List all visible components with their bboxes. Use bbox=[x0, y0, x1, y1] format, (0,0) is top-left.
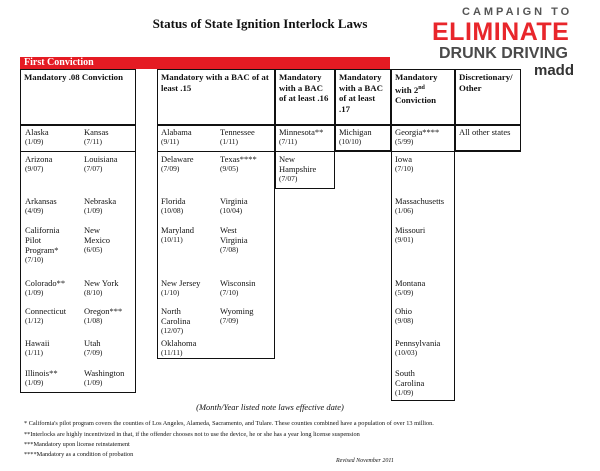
state-name: Virginia bbox=[220, 196, 248, 206]
logo-line-1: CAMPAIGN TO bbox=[462, 6, 573, 18]
logo-line-4: madd bbox=[534, 62, 575, 79]
state-name: Texas**** bbox=[220, 154, 257, 164]
state-name: Utah bbox=[84, 338, 101, 348]
state-name: North Carolina bbox=[161, 306, 191, 326]
state-name: Illinois** bbox=[25, 368, 58, 378]
column-header-label: Mandatory with a BAC of at least .16 bbox=[279, 72, 329, 103]
effective-date: (9/01) bbox=[395, 235, 414, 244]
state-entry bbox=[395, 368, 435, 398]
state-name: Arkansas bbox=[25, 196, 57, 206]
state-name: Massachusetts bbox=[395, 196, 445, 206]
column-header-bac-15 bbox=[157, 69, 275, 125]
state-entry bbox=[220, 225, 260, 255]
state-entry bbox=[84, 127, 134, 147]
column-header-label-post: Conviction bbox=[395, 94, 437, 105]
state-entry bbox=[220, 196, 274, 216]
state-entry bbox=[339, 127, 389, 147]
first-conviction-header: First Conviction bbox=[20, 57, 390, 69]
effective-date: (7/10) bbox=[395, 164, 414, 173]
state-name: Maryland bbox=[161, 225, 195, 235]
state-name: Michigan bbox=[339, 127, 372, 137]
state-entry bbox=[395, 225, 453, 245]
state-entry bbox=[84, 196, 134, 216]
state-name: Arizona bbox=[25, 154, 53, 164]
effective-date: (1/09) bbox=[25, 288, 44, 297]
effective-date: (7/07) bbox=[279, 174, 298, 183]
effective-date: (1/11) bbox=[220, 137, 239, 146]
state-name: Florida bbox=[161, 196, 186, 206]
effective-date: (7/11) bbox=[84, 137, 103, 146]
effective-date: (10/03) bbox=[395, 348, 418, 357]
state-name: Wyoming bbox=[220, 306, 254, 316]
state-name: Washington bbox=[84, 368, 125, 378]
state-entry bbox=[25, 196, 81, 216]
effective-date: (7/08) bbox=[220, 245, 239, 254]
column-header-discretionary bbox=[455, 69, 521, 125]
effective-date: (1/08) bbox=[84, 316, 103, 325]
state-entry bbox=[25, 225, 71, 265]
state-entry bbox=[395, 154, 453, 174]
effective-date: (7/11) bbox=[279, 137, 298, 146]
state-name: West Virginia bbox=[220, 225, 248, 245]
state-name: New Jersey bbox=[161, 278, 201, 288]
page-title: Status of State Ignition Interlock Laws bbox=[152, 16, 368, 31]
footnote: * California's pilot program covers the counties of Los Angeles, Alameda, Sacramento, and Tulare. These counties combined have a population of over 13 million. bbox=[24, 420, 434, 427]
state-name: Louisiana bbox=[84, 154, 118, 164]
state-entry bbox=[25, 154, 81, 174]
state-name: Kansas bbox=[84, 127, 109, 137]
state-entry bbox=[220, 278, 274, 298]
effective-date: (8/10) bbox=[84, 288, 103, 297]
effective-date: (9/11) bbox=[161, 137, 180, 146]
state-name: Alabama bbox=[161, 127, 192, 137]
state-entry bbox=[395, 278, 453, 298]
state-entry bbox=[161, 196, 217, 216]
state-entry bbox=[84, 278, 134, 298]
state-entry bbox=[161, 338, 217, 358]
effective-date: (1/09) bbox=[84, 378, 103, 387]
state-name: Nebraska bbox=[84, 196, 117, 206]
effective-date: (7/09) bbox=[161, 164, 180, 173]
state-entry bbox=[25, 368, 81, 388]
effective-date: (1/09) bbox=[84, 206, 103, 215]
state-entry bbox=[220, 127, 274, 147]
footnote: ***Mandatory upon license reinstatement bbox=[24, 441, 130, 448]
effective-date: (7/09) bbox=[84, 348, 103, 357]
effective-date: (6/05) bbox=[84, 245, 103, 254]
effective-date: (9/08) bbox=[395, 316, 414, 325]
state-entry bbox=[25, 306, 81, 326]
state-entry bbox=[161, 127, 217, 147]
state-entry bbox=[395, 306, 453, 326]
effective-date: (5/09) bbox=[395, 288, 414, 297]
state-entry bbox=[395, 127, 453, 147]
state-entry bbox=[84, 225, 124, 255]
effective-date: (1/09) bbox=[395, 388, 414, 397]
column-header-label-sup: nd bbox=[418, 84, 425, 91]
state-name: Hawaii bbox=[25, 338, 50, 348]
effective-date: (10/08) bbox=[161, 206, 184, 215]
state-entry bbox=[161, 278, 217, 298]
effective-date: (7/10) bbox=[25, 255, 44, 264]
effective-date: (7/10) bbox=[220, 288, 239, 297]
state-name: Pennsylvania bbox=[395, 338, 441, 348]
state-name: Connecticut bbox=[25, 306, 67, 316]
state-name: Tennessee bbox=[220, 127, 255, 137]
logo-line-2: ELIMINATE bbox=[432, 18, 570, 46]
state-entry bbox=[161, 306, 201, 336]
column-header-label: Mandatory with a BAC of at least .15 bbox=[161, 72, 269, 93]
state-entry bbox=[220, 306, 274, 326]
state-entry bbox=[459, 127, 521, 137]
column-header-bac-17 bbox=[335, 69, 391, 125]
column-header-second-conviction bbox=[391, 69, 455, 125]
divider-line bbox=[391, 151, 521, 152]
state-entry bbox=[84, 306, 136, 326]
state-entry bbox=[279, 154, 333, 184]
column-header-bac-16 bbox=[275, 69, 335, 125]
state-name: All other states bbox=[459, 127, 511, 137]
column-header-label: Discretionary/ Other bbox=[459, 72, 513, 93]
state-name: Delaware bbox=[161, 154, 194, 164]
footnote: ****Mandatory as a condition of probation bbox=[24, 451, 134, 458]
effective-date: (7/09) bbox=[220, 316, 239, 325]
state-name: New York bbox=[84, 278, 119, 288]
state-name: New Mexico bbox=[84, 225, 110, 245]
state-name: Georgia**** bbox=[395, 127, 440, 137]
effective-date: (1/09) bbox=[25, 378, 44, 387]
effective-date: (4/09) bbox=[25, 206, 44, 215]
state-name: California Pilot Program* bbox=[25, 225, 60, 255]
column-header-label-pre: Mandatory with 2 bbox=[395, 72, 438, 95]
state-name: Alaska bbox=[25, 127, 49, 137]
state-entry bbox=[25, 338, 81, 358]
effective-date: (1/10) bbox=[161, 288, 180, 297]
effective-date: (1/11) bbox=[25, 348, 44, 357]
footer-note-dates: (Month/Year listed note laws effective date) bbox=[196, 402, 344, 412]
state-name: New Hampshire bbox=[279, 154, 317, 174]
state-entry bbox=[220, 154, 274, 174]
state-name: Oregon*** bbox=[84, 306, 123, 316]
state-name: Montana bbox=[395, 278, 426, 288]
state-name: South Carolina bbox=[395, 368, 425, 388]
column-header-mandatory-08 bbox=[20, 69, 136, 125]
state-name: Missouri bbox=[395, 225, 426, 235]
effective-date: (1/12) bbox=[25, 316, 44, 325]
state-entry bbox=[395, 338, 453, 358]
state-name: Oklahoma bbox=[161, 338, 197, 348]
divider-line bbox=[157, 151, 391, 152]
state-entry bbox=[395, 196, 453, 216]
state-entry bbox=[161, 154, 217, 174]
revised-date: Revised November 2011 bbox=[336, 458, 394, 464]
state-name: Iowa bbox=[395, 154, 412, 164]
effective-date: (7/07) bbox=[84, 164, 103, 173]
effective-date: (9/05) bbox=[220, 164, 239, 173]
state-entry bbox=[84, 368, 136, 388]
state-entry bbox=[84, 154, 134, 174]
column-header-label: Mandatory .08 Conviction bbox=[24, 72, 123, 82]
effective-date: (12/07) bbox=[161, 326, 184, 335]
effective-date: (5/99) bbox=[395, 137, 414, 146]
state-entry bbox=[84, 338, 134, 358]
state-name: Wisconsin bbox=[220, 278, 256, 288]
effective-date: (1/09) bbox=[25, 137, 44, 146]
divider-line bbox=[20, 151, 136, 152]
state-name: Ohio bbox=[395, 306, 412, 316]
footnote: **Interlocks are highly incentivized in that, if the offender chooses not to use the device, he or she has a year long license suspension bbox=[24, 431, 360, 438]
state-entry bbox=[25, 127, 81, 147]
effective-date: (11/11) bbox=[161, 348, 183, 357]
logo-line-3: DRUNK DRIVING bbox=[439, 45, 568, 62]
state-entry bbox=[161, 225, 217, 245]
state-entry bbox=[25, 278, 81, 298]
state-entry bbox=[279, 127, 335, 147]
effective-date: (10/10) bbox=[339, 137, 362, 146]
column-header-label: Mandatory with a BAC of at least .17 bbox=[339, 72, 383, 114]
effective-date: (10/04) bbox=[220, 206, 243, 215]
state-name: Minnesota** bbox=[279, 127, 324, 137]
effective-date: (10/11) bbox=[161, 235, 183, 244]
effective-date: (9/07) bbox=[25, 164, 44, 173]
state-name: Colorado** bbox=[25, 278, 66, 288]
effective-date: (1/06) bbox=[395, 206, 414, 215]
